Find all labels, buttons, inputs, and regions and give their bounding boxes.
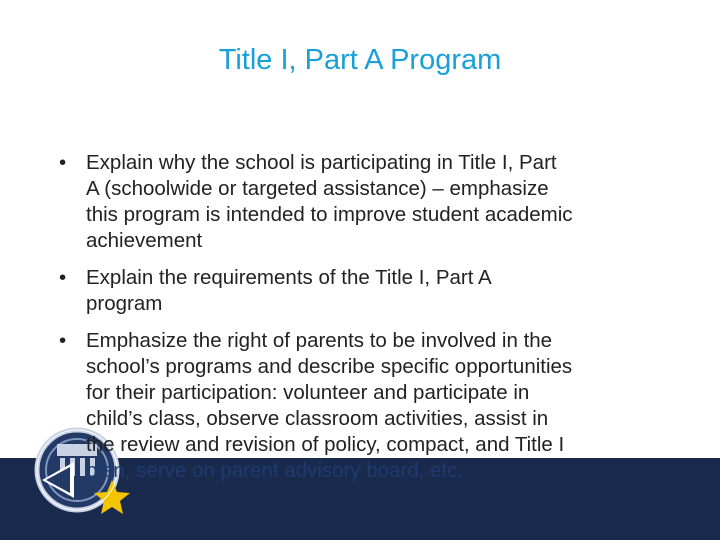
- bullet-3-line-6: plan, serve on parent advisory board, etc.: [86, 459, 464, 482]
- bullet-1-line-1: Explain why the school is participating in Title I, Part: [86, 151, 557, 174]
- bullet-2-line-1: Explain the requirements of the Title I, Part A: [86, 266, 492, 289]
- bullet-list: [56, 150, 666, 495]
- bullet-2-line-2: program: [86, 292, 163, 315]
- bullet-item-1: [56, 150, 666, 254]
- bullet-item-2: [56, 265, 666, 317]
- bullet-3-line-2: school’s programs and describe specific opportunities: [86, 355, 573, 378]
- bullet-marker: •: [59, 151, 67, 174]
- bullet-1-line-3: this program is intended to improve student academic: [86, 203, 573, 226]
- bullet-3-line-3: for their participation: volunteer and participate in: [86, 381, 530, 404]
- bullet-3-line-1: Emphasize the right of parents to be involved in the: [86, 329, 553, 352]
- bullet-marker: •: [59, 329, 67, 352]
- slide-title: Title I, Part A Program: [218, 44, 502, 76]
- bullet-3-line-4: child’s class, observe classroom activities, assist in: [86, 407, 549, 430]
- bullet-item-3: [56, 328, 666, 484]
- bullet-1-line-4: achievement: [86, 229, 203, 252]
- bullet-marker: •: [59, 266, 67, 289]
- bullet-1-line-2: A (schoolwide or targeted assistance) – emphasize: [86, 177, 549, 200]
- bullet-3-line-5: the review and revision of policy, compact, and Title I: [86, 433, 565, 456]
